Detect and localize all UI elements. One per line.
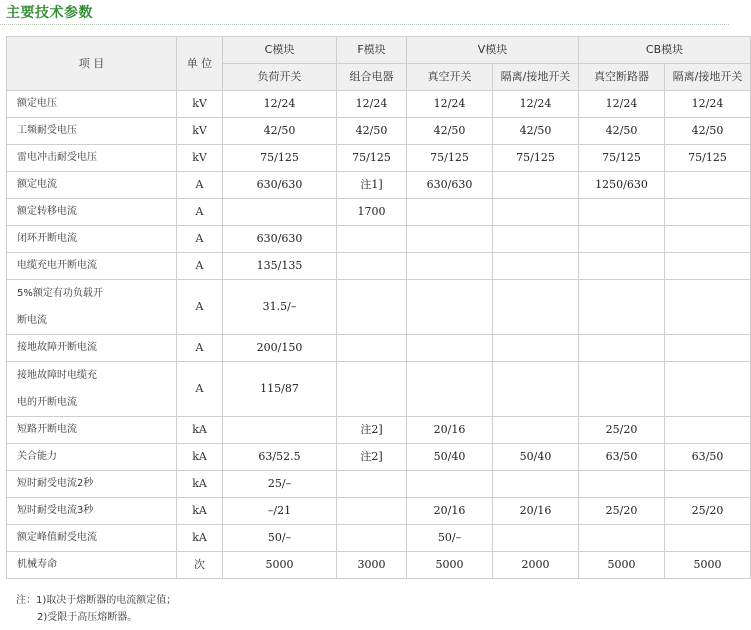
param-value <box>223 199 337 226</box>
param-value: 42/50 <box>493 118 579 145</box>
param-unit: A <box>177 335 223 362</box>
param-value <box>579 362 665 417</box>
param-name <box>7 226 177 253</box>
param-value <box>337 280 407 335</box>
param-value <box>493 280 579 335</box>
param-value <box>665 226 751 253</box>
param-unit: kV <box>177 145 223 172</box>
header-sub: 真空断路器 <box>579 64 665 91</box>
param-value: 42/50 <box>579 118 665 145</box>
param-value <box>337 471 407 498</box>
param-value: 12/24 <box>493 91 579 118</box>
param-value <box>493 335 579 362</box>
param-value: 75/125 <box>665 145 751 172</box>
param-value: 135/135 <box>223 253 337 280</box>
param-unit: 次 <box>177 552 223 579</box>
param-unit: A <box>177 199 223 226</box>
param-value <box>665 471 751 498</box>
param-value <box>407 226 493 253</box>
param-value: 50/– <box>223 525 337 552</box>
table-row <box>7 498 751 525</box>
param-name-line: 额定电流 <box>17 179 57 190</box>
param-value <box>493 172 579 199</box>
param-name-line: 工频耐受电压 <box>17 125 77 136</box>
footnote: 注：1)取决于熔断器的电流额定值； <box>16 595 177 606</box>
param-value <box>493 417 579 444</box>
param-value <box>665 362 751 417</box>
param-value: 20/16 <box>493 498 579 525</box>
param-name-line: 断电流 <box>17 315 47 326</box>
param-value: 12/24 <box>223 91 337 118</box>
param-name <box>7 280 177 335</box>
param-value: 25/20 <box>579 417 665 444</box>
header-sub: 隔离/接地开关 <box>665 64 751 91</box>
technical-parameters-table <box>6 36 751 579</box>
param-value: 12/24 <box>337 91 407 118</box>
param-value <box>407 471 493 498</box>
param-value: 25/20 <box>579 498 665 525</box>
param-name-line: 电缆充电开断电流 <box>17 260 97 271</box>
param-value: 注2] <box>337 417 407 444</box>
param-value: 42/50 <box>407 118 493 145</box>
param-unit: A <box>177 362 223 417</box>
param-value: –/21 <box>223 498 337 525</box>
param-name <box>7 91 177 118</box>
header-sub: 负荷开关 <box>223 64 337 91</box>
param-value: 2000 <box>493 552 579 579</box>
param-value: 115/87 <box>223 362 337 417</box>
param-value: 1700 <box>337 199 407 226</box>
param-name <box>7 471 177 498</box>
param-name <box>7 362 177 417</box>
param-value <box>407 362 493 417</box>
param-value <box>579 471 665 498</box>
table-row <box>7 226 751 253</box>
param-name <box>7 525 177 552</box>
param-value: 75/125 <box>493 145 579 172</box>
param-unit: kA <box>177 417 223 444</box>
param-value <box>579 280 665 335</box>
param-value <box>579 226 665 253</box>
header-group: F模块 <box>337 37 407 64</box>
param-unit: A <box>177 253 223 280</box>
param-name-line: 接地故障时电缆充 <box>17 370 97 381</box>
param-value <box>665 525 751 552</box>
param-name-line: 雷电冲击耐受电压 <box>17 152 97 163</box>
param-value: 75/125 <box>223 145 337 172</box>
param-value <box>407 199 493 226</box>
param-value: 50/– <box>407 525 493 552</box>
param-name-line: 机械寿命 <box>17 559 57 570</box>
param-value <box>337 525 407 552</box>
param-unit: A <box>177 280 223 335</box>
param-value: 5000 <box>579 552 665 579</box>
param-value <box>579 253 665 280</box>
param-value <box>579 199 665 226</box>
param-value: 25/– <box>223 471 337 498</box>
param-name-line: 闭环开断电流 <box>17 233 77 244</box>
param-value: 5000 <box>407 552 493 579</box>
param-name <box>7 498 177 525</box>
param-value: 20/16 <box>407 417 493 444</box>
table-row <box>7 91 751 118</box>
param-name <box>7 118 177 145</box>
param-value: 12/24 <box>665 91 751 118</box>
param-name-line: 额定转移电流 <box>17 206 77 217</box>
param-value <box>665 172 751 199</box>
footnotes <box>16 592 176 626</box>
param-value: 25/20 <box>665 498 751 525</box>
param-name-line: 额定峰值耐受电流 <box>17 532 97 543</box>
param-value <box>493 471 579 498</box>
param-value <box>579 335 665 362</box>
param-name-line: 接地故障开断电流 <box>17 342 97 353</box>
param-value: 75/125 <box>579 145 665 172</box>
table-row <box>7 471 751 498</box>
param-value: 注1] <box>337 172 407 199</box>
param-value <box>407 253 493 280</box>
param-value <box>493 253 579 280</box>
param-value: 630/630 <box>223 172 337 199</box>
param-value: 630/630 <box>407 172 493 199</box>
page-title: 主要技术参数 <box>6 5 93 21</box>
param-name-line: 关合能力 <box>17 451 57 462</box>
param-value <box>493 226 579 253</box>
param-value <box>493 525 579 552</box>
param-value: 注2] <box>337 444 407 471</box>
param-value: 12/24 <box>579 91 665 118</box>
param-name <box>7 199 177 226</box>
param-value <box>665 417 751 444</box>
table-row <box>7 335 751 362</box>
param-value <box>665 335 751 362</box>
param-value <box>337 362 407 417</box>
param-value: 42/50 <box>337 118 407 145</box>
param-unit: A <box>177 226 223 253</box>
param-unit: kA <box>177 525 223 552</box>
table-row <box>7 417 751 444</box>
param-value: 5000 <box>223 552 337 579</box>
table-row <box>7 145 751 172</box>
param-value: 42/50 <box>665 118 751 145</box>
header-item: 项 目 <box>7 37 177 91</box>
table-row <box>7 199 751 226</box>
param-name-line: 额定电压 <box>17 98 57 109</box>
param-value: 5000 <box>665 552 751 579</box>
param-value <box>223 417 337 444</box>
param-value: 12/24 <box>407 91 493 118</box>
param-name-line: 短时耐受电流2秒 <box>17 478 94 489</box>
table-row <box>7 253 751 280</box>
param-value <box>337 226 407 253</box>
param-value: 1250/630 <box>579 172 665 199</box>
param-name <box>7 417 177 444</box>
param-value: 75/125 <box>407 145 493 172</box>
param-value: 63/50 <box>579 444 665 471</box>
table-row <box>7 362 751 417</box>
param-value <box>665 253 751 280</box>
param-value: 50/40 <box>493 444 579 471</box>
header-sub: 真空开关 <box>407 64 493 91</box>
header-sub: 隔离/接地开关 <box>493 64 579 91</box>
table-row <box>7 280 751 335</box>
table-row <box>7 444 751 471</box>
param-value <box>493 362 579 417</box>
param-value <box>407 280 493 335</box>
header-group: CB模块 <box>579 37 751 64</box>
param-name-line: 短时耐受电流3秒 <box>17 505 94 516</box>
param-name <box>7 552 177 579</box>
param-value: 200/150 <box>223 335 337 362</box>
param-value: 630/630 <box>223 226 337 253</box>
header-sub: 组合电器 <box>337 64 407 91</box>
param-value <box>493 199 579 226</box>
param-name <box>7 253 177 280</box>
param-unit: A <box>177 172 223 199</box>
param-name-line: 短路开断电流 <box>17 424 77 435</box>
footnote: 2)受限于高压熔断器。 <box>37 612 138 623</box>
param-value <box>337 498 407 525</box>
param-unit: kV <box>177 91 223 118</box>
param-name-line: 电的开断电流 <box>17 397 77 408</box>
param-value <box>337 335 407 362</box>
param-value <box>579 525 665 552</box>
param-value: 20/16 <box>407 498 493 525</box>
param-value: 31.5/– <box>223 280 337 335</box>
param-value <box>665 280 751 335</box>
param-value <box>407 335 493 362</box>
table-row <box>7 118 751 145</box>
param-value: 63/52.5 <box>223 444 337 471</box>
param-value <box>337 253 407 280</box>
param-unit: kV <box>177 118 223 145</box>
table-row <box>7 552 751 579</box>
header-unit: 单 位 <box>177 37 223 91</box>
title-divider <box>0 24 729 25</box>
param-unit: kA <box>177 444 223 471</box>
header-group: C模块 <box>223 37 337 64</box>
param-name <box>7 172 177 199</box>
table-row <box>7 172 751 199</box>
param-name-line: 5%额定有功负载开 <box>17 288 103 299</box>
param-value: 42/50 <box>223 118 337 145</box>
table-body <box>7 91 751 579</box>
param-value: 63/50 <box>665 444 751 471</box>
param-unit: kA <box>177 471 223 498</box>
param-unit: kA <box>177 498 223 525</box>
param-value: 75/125 <box>337 145 407 172</box>
table-row <box>7 525 751 552</box>
header-group: V模块 <box>407 37 579 64</box>
param-name <box>7 335 177 362</box>
param-value <box>665 199 751 226</box>
param-name <box>7 145 177 172</box>
param-value: 50/40 <box>407 444 493 471</box>
param-name <box>7 444 177 471</box>
param-value: 3000 <box>337 552 407 579</box>
